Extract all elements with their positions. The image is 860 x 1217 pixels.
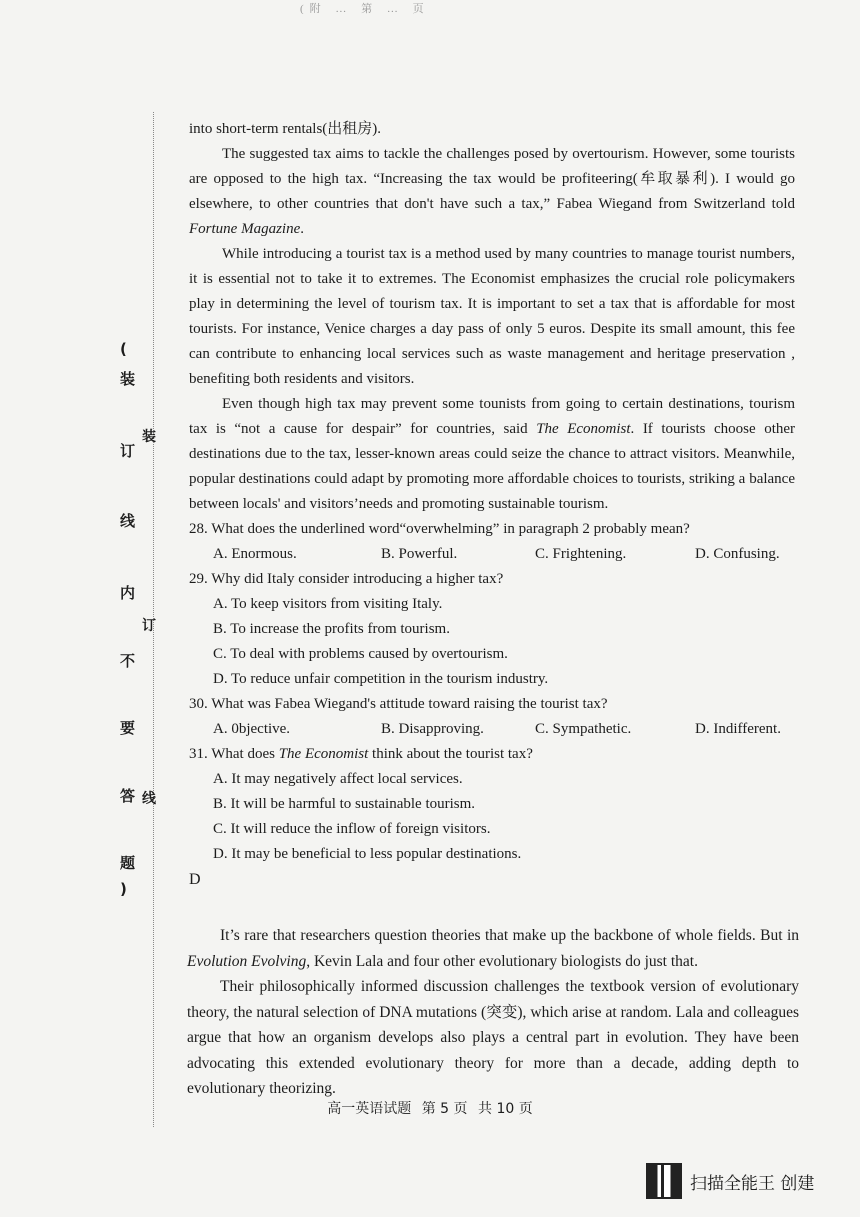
option: D. Confusing. xyxy=(695,546,780,562)
option: D. Indifferent. xyxy=(695,721,781,737)
option: B. Powerful. xyxy=(381,546,458,562)
question-stem: 29. Why did Italy consider introducing a higher tax? xyxy=(189,571,504,587)
header-fragment: (附 … 第 … 页 xyxy=(300,3,430,14)
options-row xyxy=(189,717,795,742)
paragraph: While introducing a tourist tax is a method used by many countries to manage tourist numbers, it is essential not to take it to extremes. The Economist emphasizes the crucial role policymakers play in determining the level of tourism tax. It is important to set a tax that is affordable for most tourists. For instance, Venice charges a day pass of only 5 euros. Despite its small amount, this fee can contribute to enhancing local services such as waste management and heritage preservation , benefiting both residents and visitors. xyxy=(189,246,795,387)
page-total: 共 10 页 xyxy=(478,1101,533,1117)
option: A. Enormous. xyxy=(213,546,297,562)
paragraph: into short-term rentals(出租房). xyxy=(189,121,382,137)
option: B. It will be harmful to sustainable tourism. xyxy=(213,796,476,812)
passage-d xyxy=(187,923,799,1102)
section-heading: D xyxy=(189,871,201,888)
watermark-text: 扫描全能王 创建 xyxy=(690,1173,815,1194)
paragraph: Their philosophically informed discussion challenges the textbook version of evolutionary theory, the natural selection of DNA mutations (突变), which arise at random. Lala and colleagues argue that how an organism develops also plays a central part in evolution. They have been advocating this extended evolutionary theory for more than a decade, adding depth to evolutionary theorizing. xyxy=(187,978,799,1097)
book-title: Evolution Evolving xyxy=(187,952,307,970)
binding-char: ) xyxy=(120,880,127,898)
question-stem: 31. What does The Economist think about the tourist tax? xyxy=(189,746,533,762)
question-stem: 28. What does the underlined word“overwhelming” in paragraph 2 probably mean? xyxy=(189,521,690,537)
page-footer xyxy=(0,1098,860,1118)
binding-char: 线 xyxy=(120,512,136,530)
scanner-watermark xyxy=(646,1163,814,1199)
option: A. To keep visitors from visiting Italy. xyxy=(213,596,443,612)
binding-char: ( xyxy=(120,340,127,358)
binding-char: 订 xyxy=(120,442,136,460)
paragraph: The suggested tax aims to tackle the challenges posed by overtourism. However, some tourists are opposed to the high tax. “Increasing the tax would be profiteering(牟取暴利). I would go elsewhere, to other countries that don't have such a tax,” Fabea Wiegand from Switzerland told Fortune Magazine. xyxy=(189,146,795,237)
option: A. It may negatively affect local services. xyxy=(213,771,463,787)
passage-c xyxy=(189,117,795,892)
option: C. To deal with problems caused by overtourism. xyxy=(213,646,508,662)
option: C. Frightening. xyxy=(535,546,627,562)
magazine-title: Fortune Magazine xyxy=(189,221,301,237)
binding-notice-mid xyxy=(140,420,162,840)
paragraph: Even though high tax may prevent some tounists from going to certain destinations, tourism tax is “not a cause for despair” for countries, said The Economist. If tourists choose other destinations due to the tax, lesser-known areas could seize the chance to attract visitors. Meanwhile, popular destinations could adapt by promoting more affordable choices to tourists, striking a balance between locals' and visitors’needs and promoting sustainable tourism. xyxy=(189,396,796,512)
binding-char: 要 xyxy=(120,719,136,737)
exam-title: 高一英语试题 xyxy=(327,1101,412,1117)
option: D. It may be beneficial to less popular destinations. xyxy=(213,846,522,862)
option: C. It will reduce the inflow of foreign visitors. xyxy=(213,821,491,837)
binding-char: 题 xyxy=(120,854,136,872)
option: B. To increase the profits from tourism. xyxy=(213,621,450,637)
paragraph: It’s rare that researchers question theories that make up the backbone of whole fields. But in Evolution Evolving, Kevin Lala and four other evolutionary biologists do just that. xyxy=(187,927,799,970)
option: B. Disapproving. xyxy=(381,721,484,737)
option: D. To reduce unfair competition in the tourism industry. xyxy=(213,671,549,687)
binding-char: 不 xyxy=(120,652,136,670)
option: C. Sympathetic. xyxy=(535,721,632,737)
publication-title: The Economist xyxy=(536,421,631,437)
question-stem: 30. What was Fabea Wiegand's attitude toward raising the tourist tax? xyxy=(189,696,608,712)
binding-char: 装 xyxy=(120,370,136,388)
options-row xyxy=(189,542,795,567)
binding-char: 答 xyxy=(120,787,136,805)
page-number: 第 5 页 xyxy=(421,1101,468,1117)
binding-char: 线 xyxy=(142,791,156,807)
option: A. 0bjective. xyxy=(213,721,291,737)
binding-char: 订 xyxy=(142,618,156,634)
binding-notice-left xyxy=(112,340,142,900)
qr-code-icon xyxy=(646,1163,682,1199)
binding-char: 内 xyxy=(120,584,136,602)
binding-char: 装 xyxy=(142,429,156,445)
